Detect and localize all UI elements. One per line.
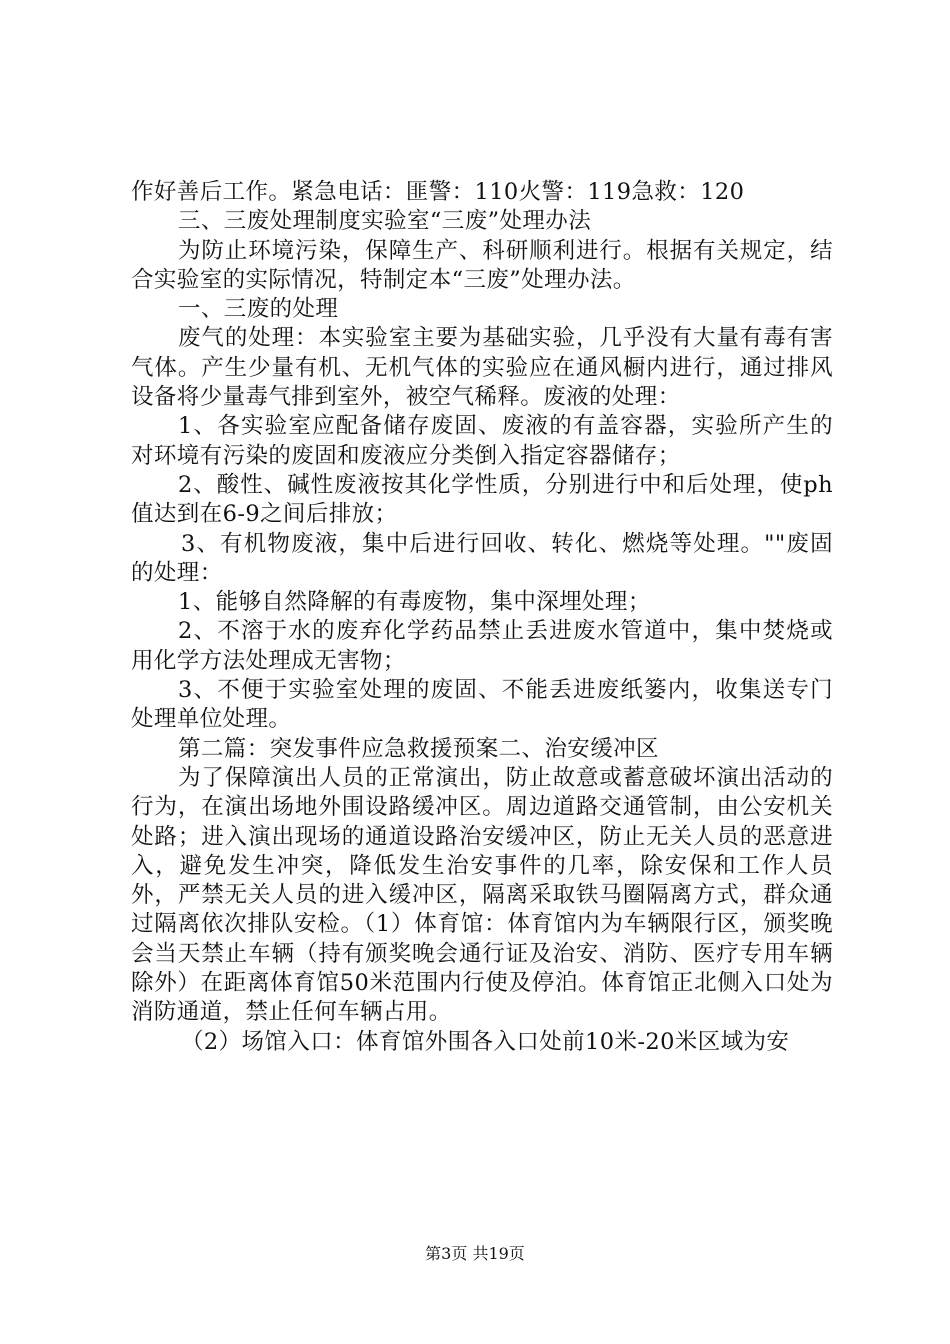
paragraph-emergency-phone: 作好善后工作。紧急电话：匪警：110火警：119急救：120	[131, 179, 745, 205]
document-body	[131, 178, 833, 1057]
paragraph-waste-gas: 废气的处理：本实验室主要为基础实验，几乎没有大量有毒有害气体。产生少量有机、无机气体的实验应在通风橱内进行，通过排风设备将少量毒气排到室外，被空气稀释。废液的处理：	[131, 325, 833, 411]
paragraph-venue-entrance: （2）场馆入口：体育馆外围各入口处前10米-20米区域为安	[181, 1028, 790, 1055]
list-item-waste-solid-2: 2、不溶于水的废弃化学药品禁止丢进废水管道中，集中焚烧或用化学方法处理成无害物；	[131, 618, 833, 674]
section-heading-three-wastes: 三、三废处理制度实验室“三废”处理办法	[178, 208, 592, 235]
section-heading-second-chapter: 第二篇：突发事件应急救援预案二、治安缓冲区	[178, 735, 659, 762]
subheading-three-wastes-treatment: 一、三废的处理	[178, 296, 339, 323]
list-item-waste-liquid-2: 2、酸性、碱性废液按其化学性质，分别进行中和后处理，使ph值达到在6-9之间后排放；	[131, 471, 833, 528]
list-item-waste-solid-3: 3、不便于实验室处理的废固、不能丢进废纸篓内，收集送专门处理单位处理。	[131, 677, 833, 733]
list-item-waste-liquid-1: 1、各实验室应配备储存废固、废液的有盖容器，实验所产生的对环境有污染的废固和废液应分类倒入指定容器储存；	[131, 413, 833, 469]
page-footer: 第3页 共19页	[425, 1244, 525, 1263]
paragraph-purpose: 为防止环境污染，保障生产、科研顺利进行。根据有关规定，结合实验室的实际情况，特制定本“三废”处理办法。	[131, 237, 833, 293]
paragraph-security-buffer: 为了保障演出人员的正常演出，防止故意或蓄意破坏演出活动的行为，在演出场地外围设路缓冲区。周边道路交通管制，由公安机关处路；进入演出现场的通道设路治安缓冲区，防止无关人员的恶意进入，避免发生冲突，降低发生治安事件的几率，除安保和工作人员外，严禁无关人员的进入缓冲区，隔离采取铁马圈隔离方式，群众通过隔离依次排队安检。（1）体育馆：体育馆内为车辆限行区，颁奖晚会当天禁止车辆（持有颁奖晚会通行证及治安、消防、医疗专用车辆除外）在距离体育馆50米范围内行使及停泊。体育馆正北侧入口处为消防通道，禁止任何车辆占用。	[131, 764, 833, 1026]
list-item-waste-liquid-3: 3、有机物废液，集中后进行回收、转化、燃烧等处理。""废固的处理：	[131, 530, 833, 586]
list-item-waste-solid-1: 1、能够自然降解的有毒废物，集中深埋处理；	[178, 589, 651, 616]
